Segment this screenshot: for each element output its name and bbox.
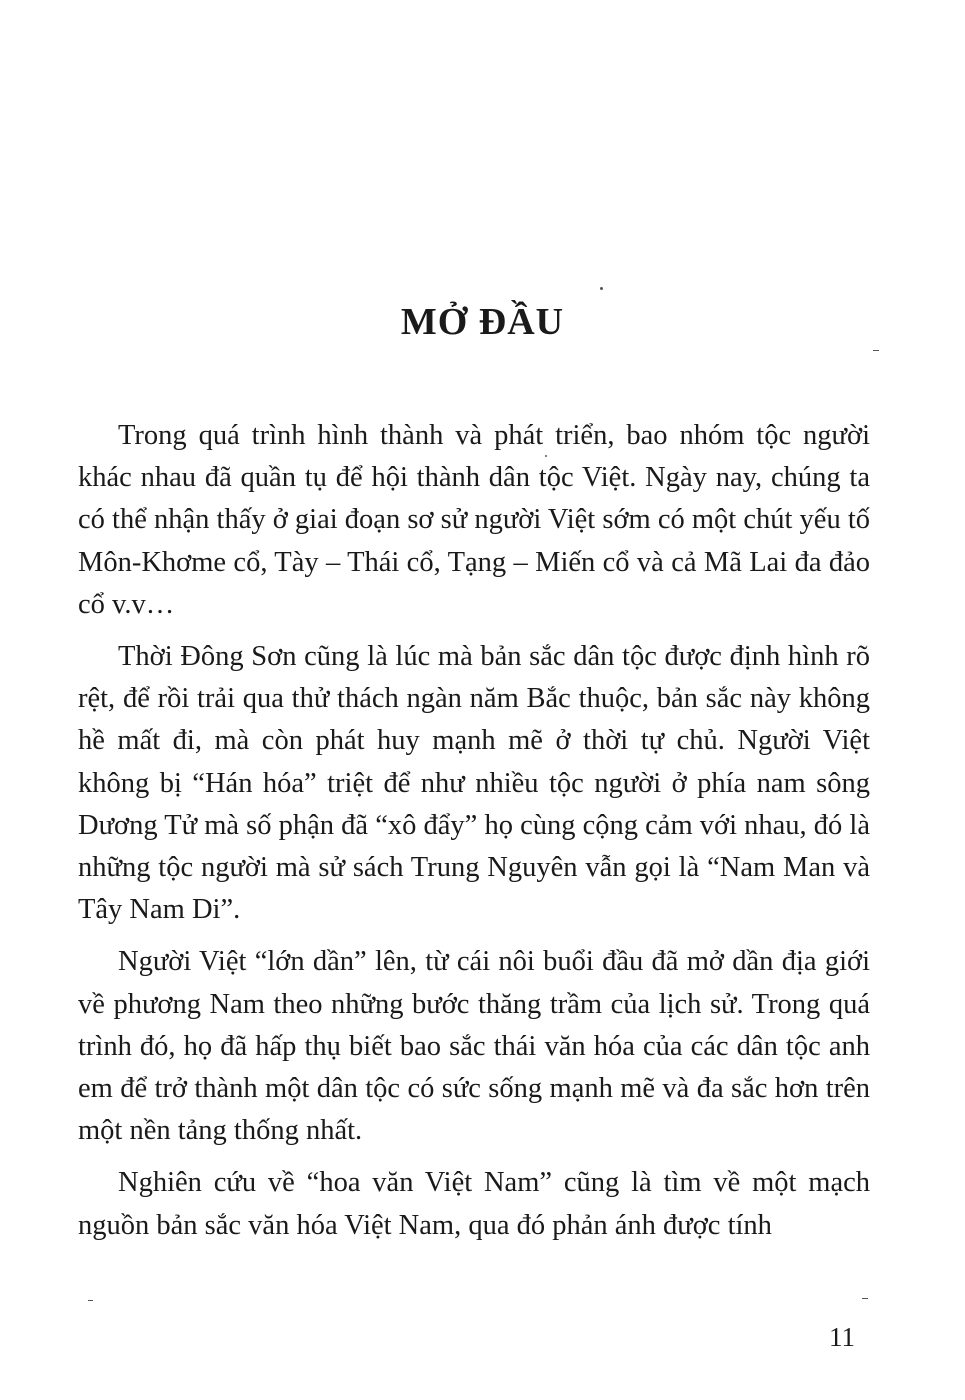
scan-speck (600, 287, 603, 290)
paragraph: Thời Đông Sơn cũng là lúc mà bản sắc dân tộc được định hình rõ rệt, để rồi trải qua thử thách ngàn năm Bắc thuộc, bản sắc này không hề mất đi, mà còn phát huy mạnh mẽ ở thời tự chủ. Người Việt không bị “Hán hóa” triệt để như nhiều tộc người ở phía nam sông Dương Tử mà số phận đã “xô đẩy” họ cùng cộng cảm với nhau, đó là những tộc người mà sử sách Trung Nguyên vẫn gọi là “Nam Man và Tây Nam Di”. (78, 641, 870, 926)
paragraph: Người Việt “lớn dần” lên, từ cái nôi buổi đầu đã mở dần địa giới về phương Nam theo những bước thăng trầm của lịch sử. Trong quá trình đó, họ đã hấp thụ biết bao sắc thái văn hóa của các dân tộc anh em để trở thành một dân tộc có sức sống mạnh mẽ và đa sắc hơn trên một nền tảng thống nhất. (78, 946, 870, 1147)
paragraph: Trong quá trình hình thành và phát triển, bao nhóm tộc người khác nhau đã quần tụ để hội thành dân tộc Việt. Ngày nay, chúng ta có thể nhận thấy ở giai đoạn sơ sử người Việt sớm có một chút yếu tố Môn-Khơme cổ, Tày – Thái cổ, Tạng – Miến cổ và cả Mã Lai đa đảo cổ v.v… (78, 420, 870, 620)
scan-speck (873, 350, 879, 351)
scan-speck (88, 1300, 93, 1301)
page-number: 11 (829, 1322, 855, 1352)
chapter-title: MỞ ĐẦU (400, 301, 565, 343)
paragraph: Nghiên cứu về “hoa văn Việt Nam” cũng là tìm về một mạch nguồn bản sắc văn hóa Việt Nam, qua đó phản ánh được tính (78, 1167, 870, 1241)
scan-speck (862, 1298, 868, 1299)
body-text (78, 415, 870, 1247)
